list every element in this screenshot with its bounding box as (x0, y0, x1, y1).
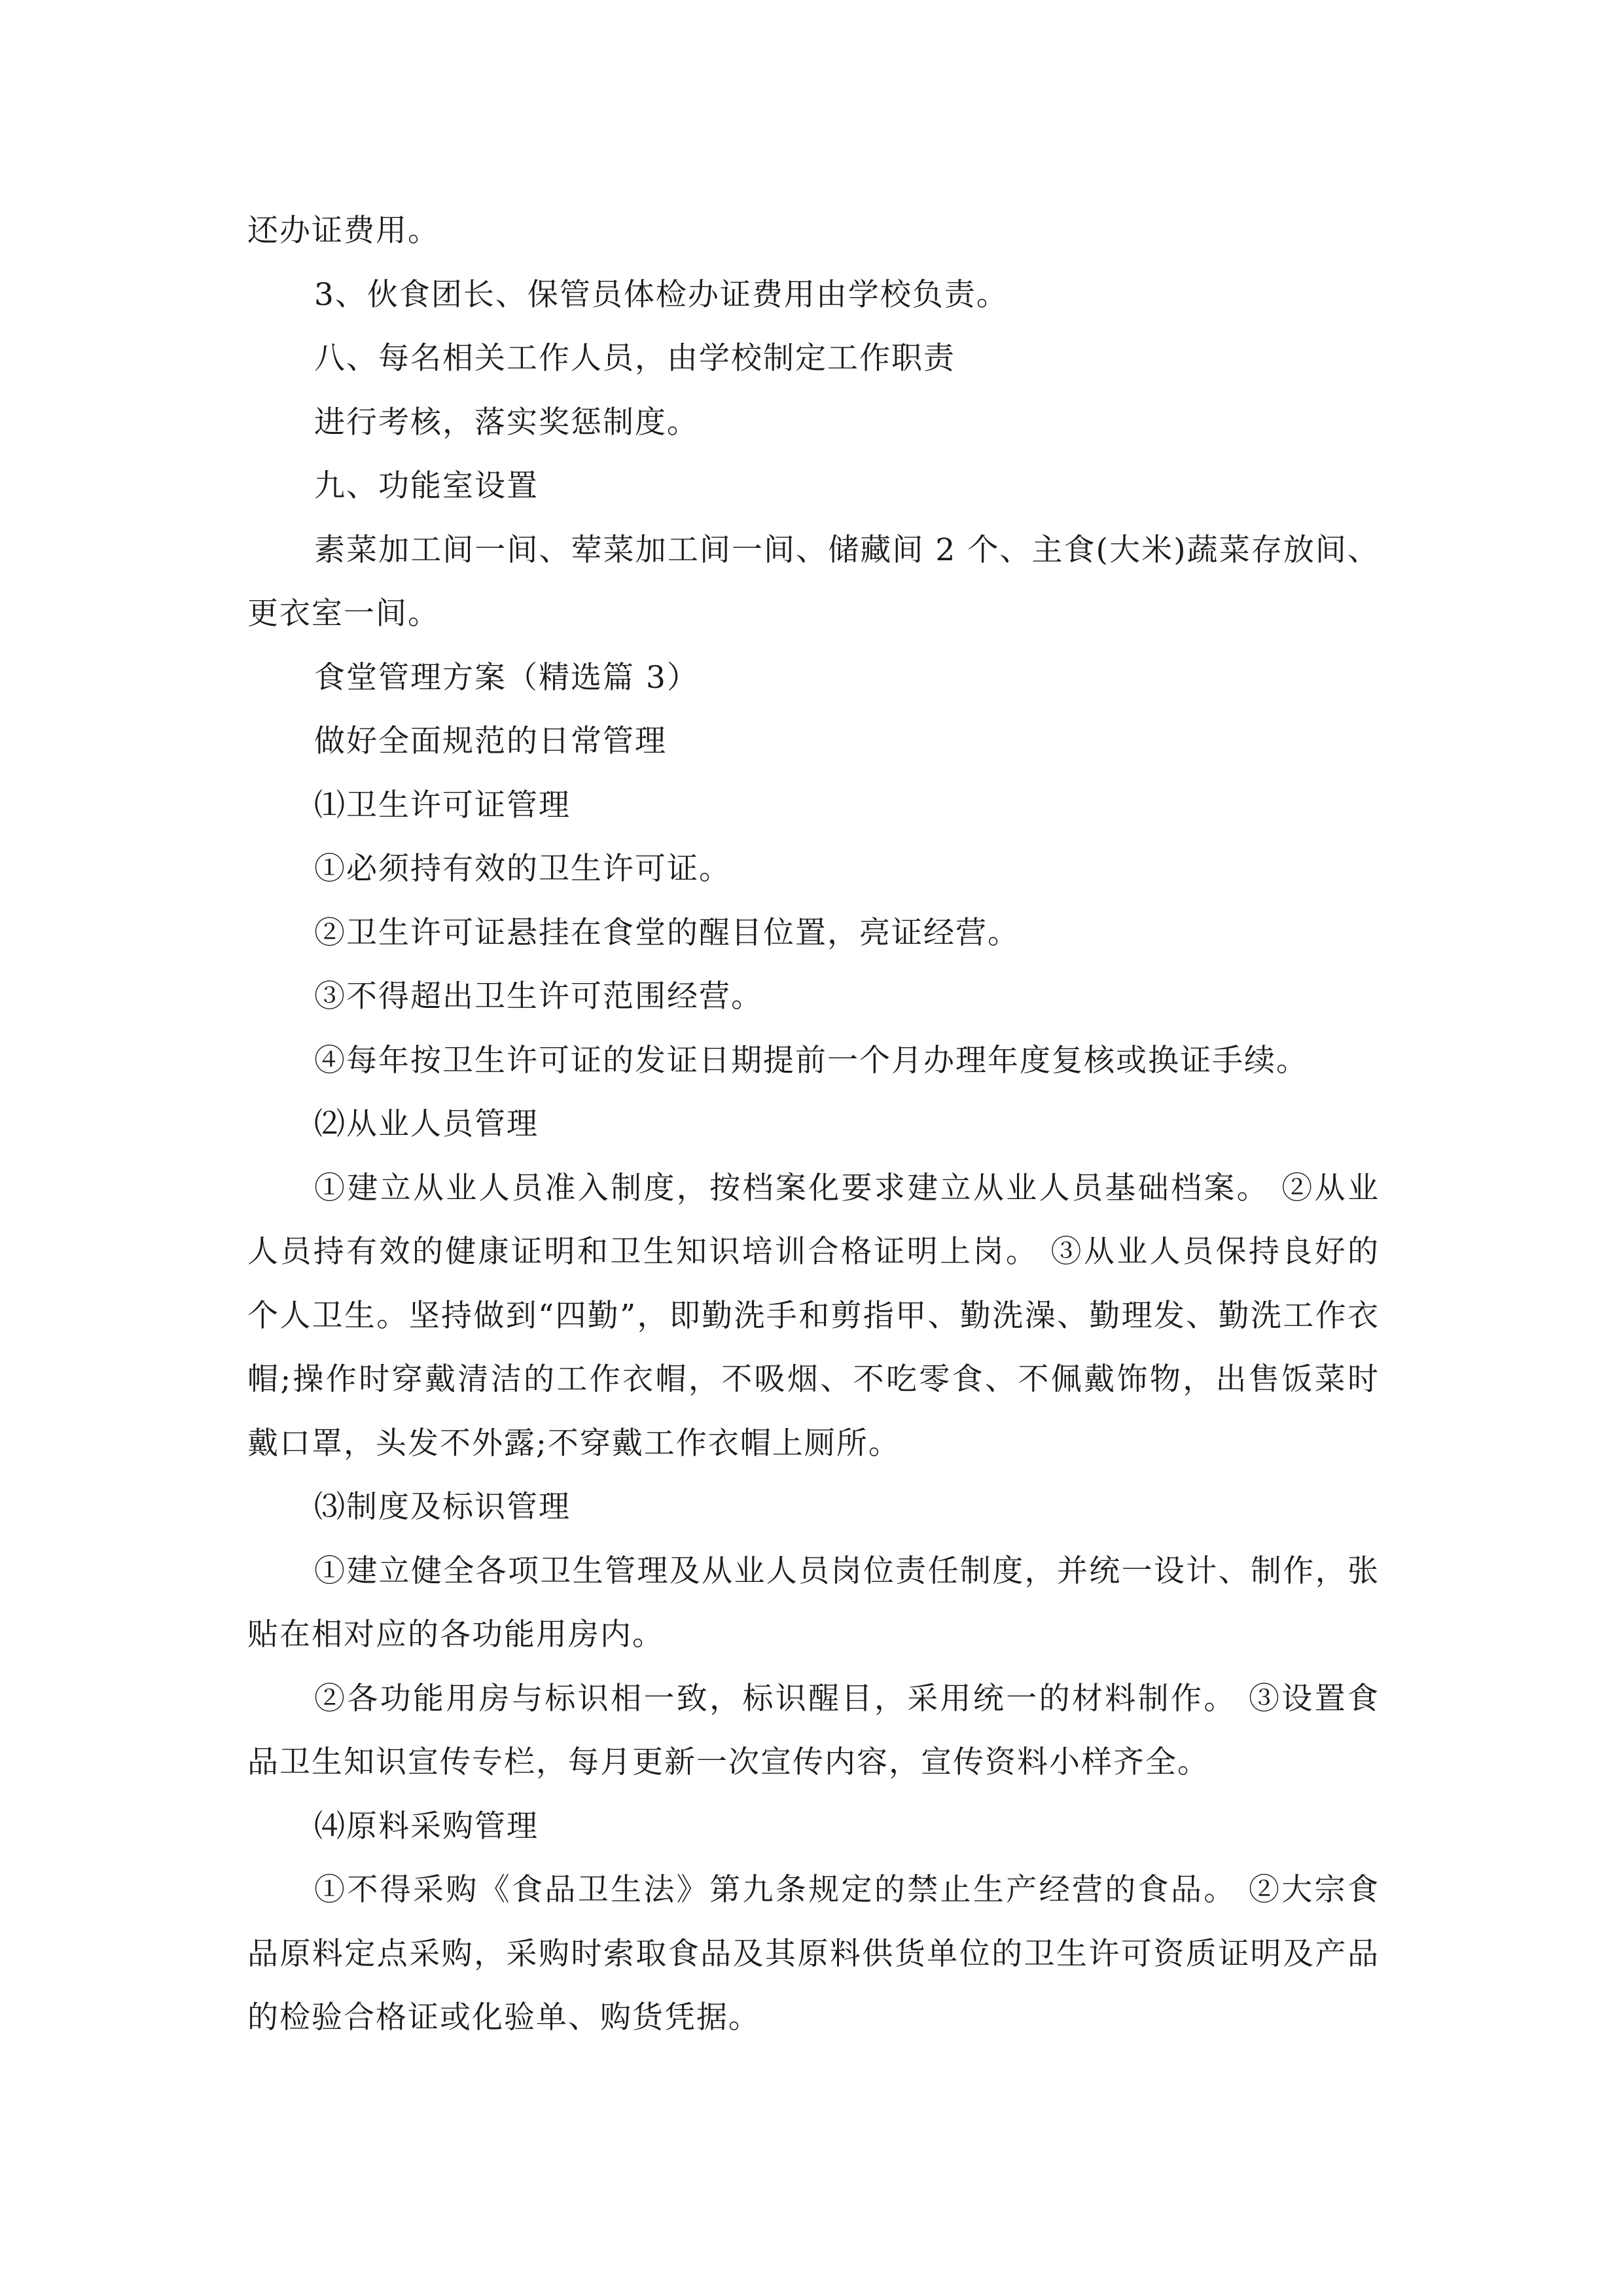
subsection-heading: ⑵从业人员管理 (314, 1106, 539, 1142)
section-title: 食堂管理方案（精选篇 3） (314, 659, 699, 696)
list-item: ①必须持有效的卫生许可证。 (314, 851, 731, 887)
paragraph: 做好全面规范的日常管理 (314, 723, 667, 759)
paragraph: ①建立从业人员准入制度，按档案化要求建立从业人员基础档案。 ②从业人员持有效的健康证明和卫生知识培训合格证明上岗。 ③从业人员保持良好的个人卫生。坚持做到“四勤”，即勤洗手和剪指甲、勤洗澡、勤理发、勤洗工作衣帽;操作时穿戴清洁的工作衣帽，不吸烟、不吃零食、不佩戴饰物，出售饭菜时戴口罩，头发不外露;不穿戴工作衣帽上厕所。 (247, 1170, 1380, 1462)
document-body (247, 199, 1380, 2050)
section-heading: 九、功能室设置 (314, 468, 539, 504)
subsection-heading: ⑴卫生许可证管理 (314, 787, 571, 823)
paragraph: 素菜加工间一间、荤菜加工间一间、储藏间 2 个、主食(大米)蔬菜存放间、更衣室一间。 (247, 531, 1380, 632)
paragraph: ①不得采购《食品卫生法》第九条规定的禁止生产经营的食品。 ②大宗食品原料定点采购，采购时索取食品及其原料供货单位的卫生许可资质证明及产品的检验合格证或化验单、购货凭据。 (247, 1872, 1380, 2036)
list-item: ④每年按卫生许可证的发证日期提前一个月办理年度复核或换证手续。 (314, 1042, 1308, 1079)
subsection-heading: ⑶制度及标识管理 (314, 1489, 571, 1525)
paragraph: ①建立健全各项卫生管理及从业人员岗位责任制度，并统一设计、制作，张贴在相对应的各功能用房内。 (247, 1552, 1380, 1653)
paragraph: 进行考核，落实奖惩制度。 (314, 404, 699, 440)
paragraph: 3、伙食团长、保管员体检办证费用由学校负责。 (314, 276, 1008, 313)
paragraph: 还办证费用。 (247, 213, 440, 249)
paragraph: ②各功能用房与标识相一致，标识醒目，采用统一的材料制作。 ③设置食品卫生知识宣传专栏，每月更新一次宣传内容，宣传资料小样齐全。 (247, 1680, 1380, 1780)
paragraph: 八、每名相关工作人员，由学校制定工作职责 (314, 340, 955, 376)
list-item: ③不得超出卫生许可范围经营。 (314, 978, 763, 1014)
subsection-heading: ⑷原料采购管理 (314, 1808, 539, 1844)
list-item: ②卫生许可证悬挂在食堂的醒目位置，亮证经营。 (314, 914, 1020, 951)
